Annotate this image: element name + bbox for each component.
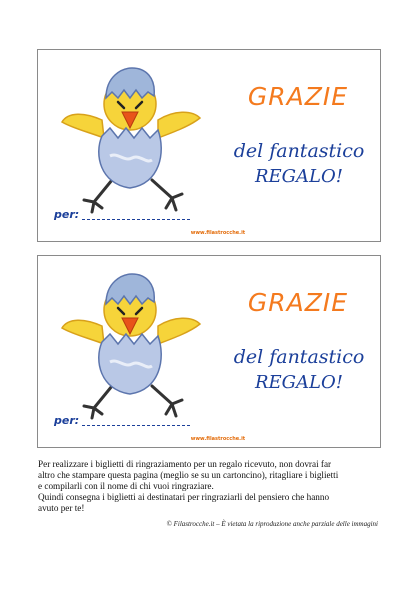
instructions-text xyxy=(38,459,383,514)
website-text: www.filastrocche.it xyxy=(190,230,246,236)
instructions-line: Per realizzare i biglietti di ringraziamento per un regalo ricevuto, non dovrai far xyxy=(38,459,332,469)
thank-you-title: GRAZIE xyxy=(247,288,349,317)
website-text: www.filastrocche.it xyxy=(190,436,246,442)
instructions-line: altro che stampare questa pagina (meglio se su un cartoncino), ritagliare i biglietti xyxy=(38,470,339,480)
instructions-line: e compilarli con il nome di chi vuoi ringraziare. xyxy=(38,481,214,491)
recipient-dashed-line xyxy=(82,425,190,426)
thank-you-line-1: del fantastico xyxy=(233,140,365,162)
thank-you-line-2: REGALO! xyxy=(254,166,343,187)
thank-you-card-1 xyxy=(37,49,381,242)
instructions-line: avuto per te! xyxy=(38,503,85,513)
copyright-notice: © Filastrocche.it – È vietata la riproduzione anche parziale delle immagini xyxy=(166,520,378,528)
thank-you-card-2 xyxy=(37,255,381,448)
thank-you-line-2: REGALO! xyxy=(254,372,343,393)
thank-you-title: GRAZIE xyxy=(247,82,349,111)
chick-in-egg-icon xyxy=(54,62,206,214)
instructions-line: Quindi consegna i biglietti ai destinatari per ringraziarli del pensiero che hanno xyxy=(38,492,330,502)
recipient-label: per: xyxy=(54,414,80,427)
thank-you-line-1: del fantastico xyxy=(233,346,365,368)
chick-in-egg-icon xyxy=(54,268,206,420)
recipient-dashed-line xyxy=(82,219,190,220)
recipient-label: per: xyxy=(54,208,80,221)
